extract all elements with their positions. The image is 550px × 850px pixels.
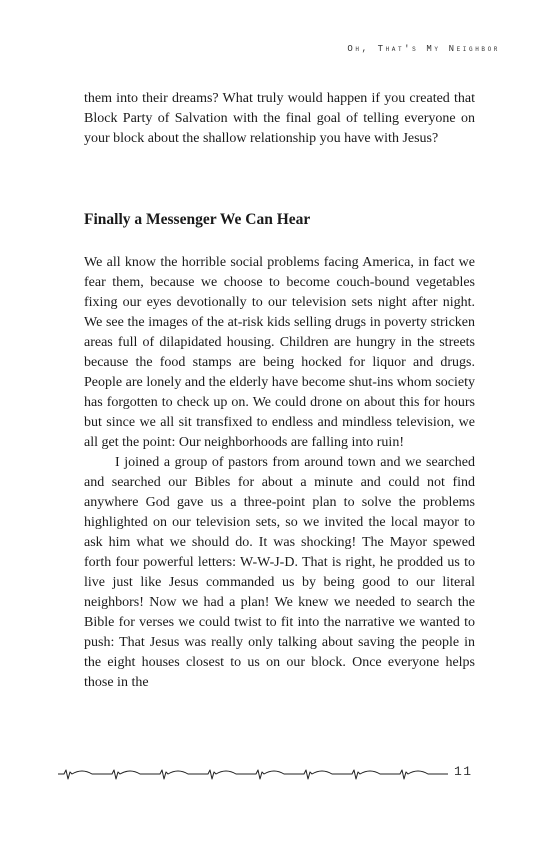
heartbeat-line-icon: [58, 765, 448, 781]
section-heading: Finally a Messenger We Can Hear: [84, 211, 311, 228]
body-paragraph: We all know the horrible social problems facing America, in fact we fear them, because we choose to become couch-bound vegetables fixing our eyes devotionally to our television sets night after night. We see the images of the at-risk kids selling drugs in poverty stricken areas full of dilapidated housing. Children are hungry in the streets because the food stamps are being hocked for liquor and drugs. People are lonely and the elderly have become shut-ins whom society has forgotten to check up on. We could drone on about this for hours but since we all sit transfixed to endless and mindless television, we all get the point: Our neighborhoods are falling into ruin!: [84, 255, 475, 450]
continuation-text-block: [84, 89, 475, 149]
body-paragraph: I joined a group of pastors from around town and we searched and searched our Bibles for about a minute and could not find anywhere God gave us a three-point plan to solve the problems highlighted on our television sets, so we invited the local mayor to ask him what we should do. It was shocking! The Mayor spewed forth four powerful letters: W-W-J-D. That is right, he prodded us to live just like Jesus commanded us by being good to our literal neighbors! Now we had a plan! We knew we needed to search the Bible for verses we could twist to fit into the narrative we wanted to push: That Jesus was really only talking about saving the people in the eight houses closest to us on our block. Once everyone helps those in the: [84, 455, 475, 690]
running-head: Oh, That's My Neighbor: [347, 44, 500, 54]
section-body: [84, 253, 475, 693]
page-number: 11: [454, 764, 473, 779]
continuation-paragraph: them into their dreams? What truly would happen if you created that Block Party of Salvation with the final goal of telling everyone on your block about the shallow relationship you have with Jesus?: [84, 91, 475, 146]
